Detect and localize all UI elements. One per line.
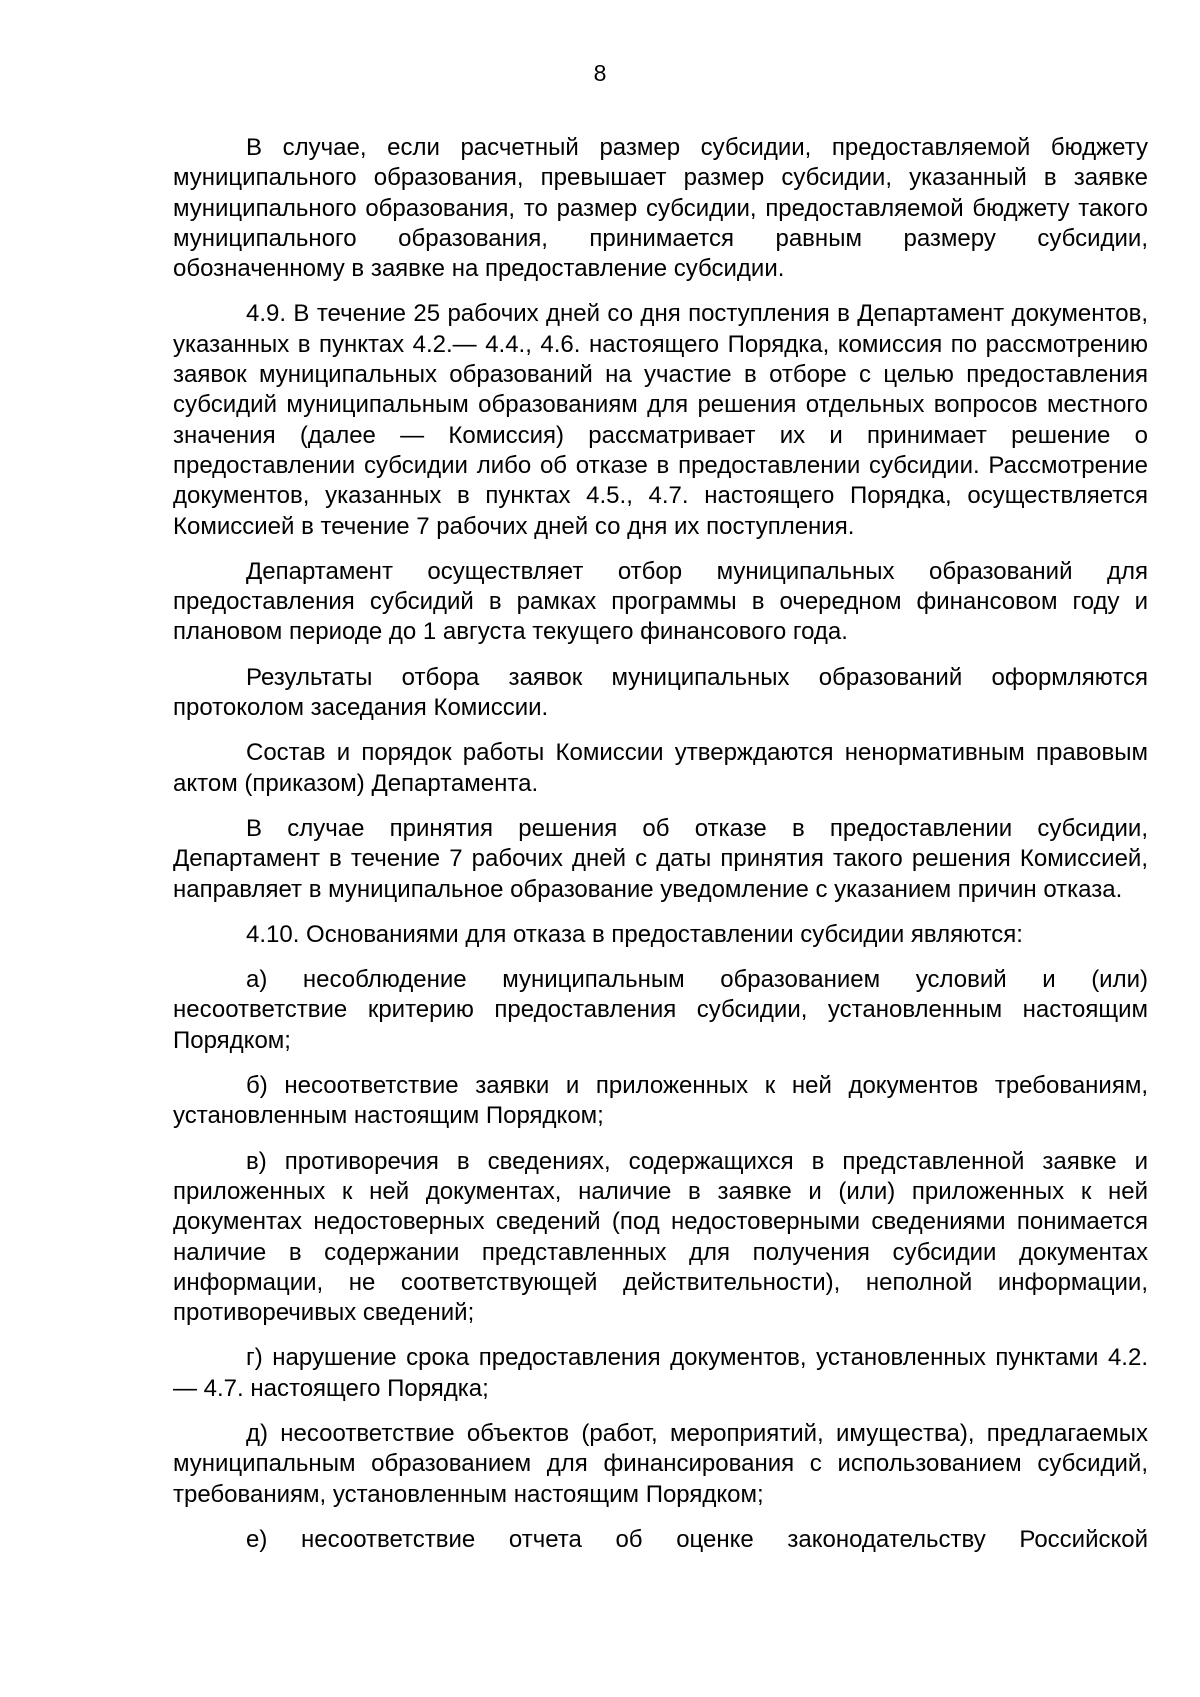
paragraph-subsidy-size: В случае, если расчетный размер субсидии, предоставляемой бюджету муниципального образования, превышает размер субсидии, указанный в заявке муниципального образования, то размер субсидии, предоставляемой бюджету такого муниципального образования, принимается равным размеру субсидии, обозначенному в заявке на предоставление субсидии. bbox=[173, 134, 1148, 283]
document-body bbox=[173, 133, 1148, 1555]
paragraph-commission-composition: Состав и порядок работы Комиссии утверждаются ненормативным правовым актом (приказом) Департамента. bbox=[173, 739, 1148, 797]
page-number: 8 bbox=[593, 60, 607, 86]
list-item-b: б) несоответствие заявки и приложенных к ней документов требованиям, установленным настоящим Порядком; bbox=[173, 1072, 1148, 1130]
list-item-v: в) противоречия в сведениях, содержащихся в представленной заявке и приложенных к ней документах, наличие в заявке и (или) приложенных к ней документах недостоверных сведений (под недостоверными сведениями понимается наличие в содержании представленных для получения субсидии документах информации, не соответствующей действительности), неполной информации, противоречивых сведений; bbox=[173, 1147, 1148, 1327]
paragraph-selection-results: Результаты отбора заявок муниципальных образований оформляются протоколом заседания Комиссии. bbox=[173, 663, 1148, 722]
paragraph-4-10: 4.10. Основаниями для отказа в предоставлении субсидии являются: bbox=[246, 920, 1023, 948]
paragraph-4-9: 4.9. В течение 25 рабочих дней со дня поступления в Департамент документов, указанных в пунктах 4.2.— 4.4., 4.6. настоящего Порядка, комиссия по рассмотрению заявок муниципальных образований на участие в отборе с целью предоставления субсидий муниципальным образованиям для решения отдельных вопросов местного значения (далее — Комиссия) рассматривает их и принимает решение о предоставлении субсидии либо об отказе в предоставлении субсидии. Рассмотрение документов, указанных в пунктах 4.5., 4.7. настоящего Порядка, осуществляется Комиссией в течение 7 рабочих дней со дня их поступления. bbox=[173, 300, 1148, 540]
list-item-e: е) несоответствие отчета об оценке законодательству Российской bbox=[246, 1525, 1148, 1553]
paragraph-selection-deadline: Департамент осуществляет отбор муниципальных образований для предоставления субсидий в рамках программы в очередном финансовом году и плановом периоде до 1 августа текущего финансового года. bbox=[173, 557, 1148, 646]
list-item-d: д) несоответствие объектов (работ, мероприятий, имущества), предлагаемых муниципальным образованием для финансирования с использованием субсидий, требованиям, установленным настоящим Порядком; bbox=[173, 1419, 1148, 1508]
list-item-g: г) нарушение срока предоставления документов, установленных пунктами 4.2. — 4.7. настоящего Порядка; bbox=[173, 1344, 1148, 1402]
paragraph-refusal-notice: В случае принятия решения об отказе в предоставлении субсидии, Департамент в течение 7 рабочих дней с даты принятия такого решения Комиссией, направляет в муниципальное образование уведомление с указанием причин отказа. bbox=[173, 814, 1148, 903]
list-item-a: а) несоблюдение муниципальным образованием условий и (или) несоответствие критерию предоставления субсидии, установленным настоящим Порядком; bbox=[173, 966, 1148, 1054]
